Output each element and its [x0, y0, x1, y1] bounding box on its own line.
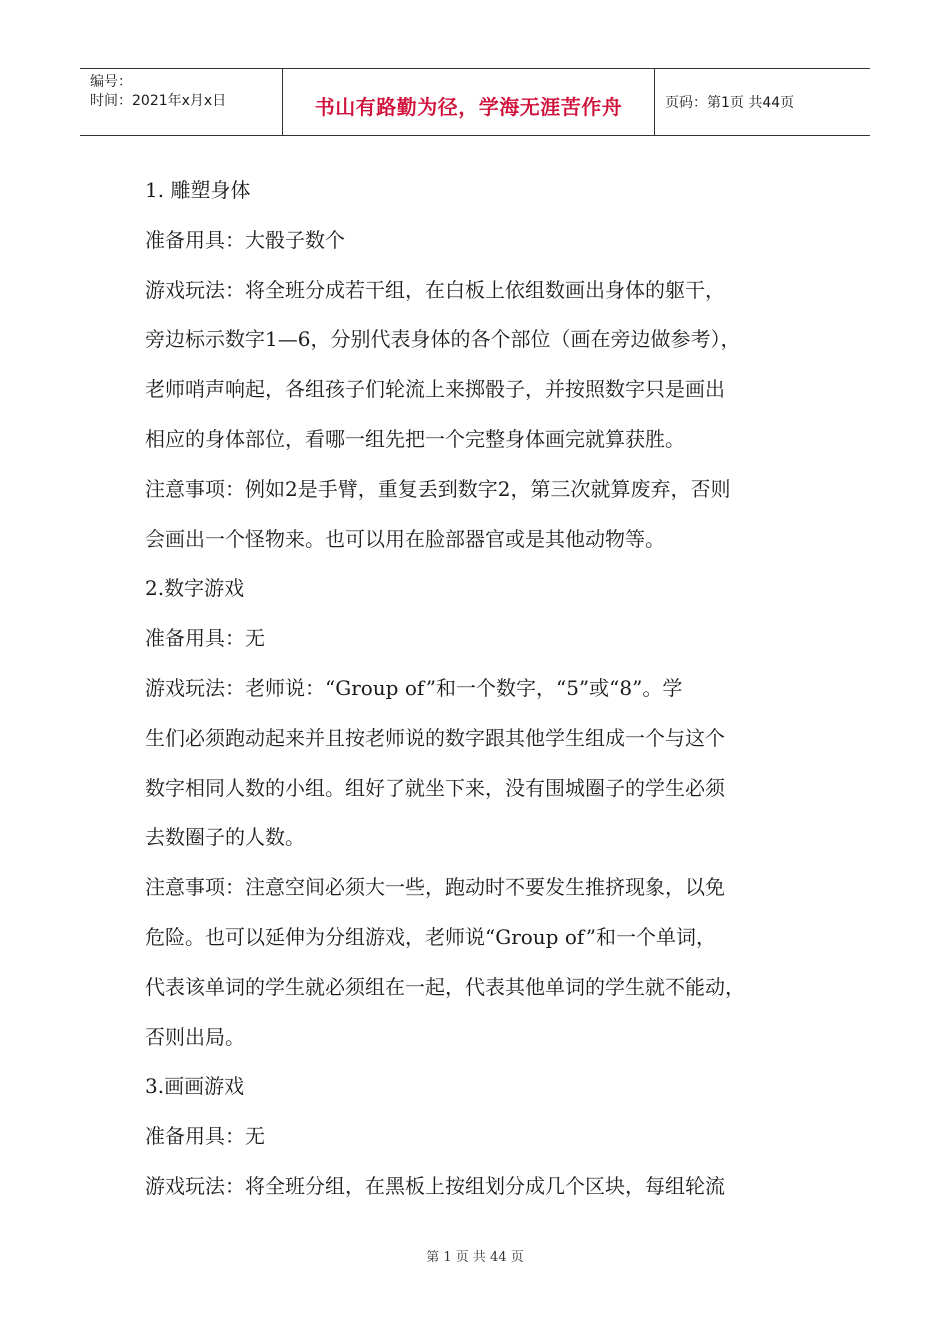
header-page-cell [655, 69, 870, 135]
body-line: 旁边标示数字1—6，分别代表身体的各个部位（画在旁边做参考）， [145, 327, 741, 352]
body-line: 相应的身体部位，看哪一组先把一个完整身体画完就算获胜。 [145, 426, 685, 451]
body-line: 注意事项：注意空间必须大一些，跑动时不要发生推挤现象，以免 [145, 875, 725, 900]
body-line: 游戏玩法：将全班分组，在黑板上按组划分成几个区块，每组轮流 [145, 1173, 725, 1198]
body-line: 准备用具：大骰子数个 [145, 227, 345, 252]
body-line: 游戏玩法：老师说：“Group of”和一个数字，“5”或“8”。学 [145, 675, 683, 700]
body-line: 生们必须跑动起来并且按老师说的数字跟其他学生组成一个与这个 [145, 725, 725, 750]
header-motto-cell [283, 69, 655, 135]
page-header [80, 68, 870, 136]
body-line: 1. 雕塑身体 [145, 178, 251, 202]
body-line: 代表该单词的学生就必须组在一起，代表其他单词的学生就不能动， [145, 974, 745, 999]
body-line: 数字相同人数的小组。组好了就坐下来，没有围城圈子的学生必须 [145, 775, 725, 800]
body-line: 老师哨声响起，各组孩子们轮流上来掷骰子，并按照数字只是画出 [145, 377, 725, 402]
body-line: 准备用具：无 [145, 1124, 265, 1149]
body-line: 准备用具：无 [145, 626, 265, 651]
body-line: 否则出局。 [145, 1024, 245, 1049]
document-number-label: 编号： [90, 74, 132, 90]
body-line: 会画出一个怪物来。也可以用在脸部器官或是其他动物等。 [145, 526, 665, 551]
body-line: 注意事项：例如2是手臂，重复丢到数字2，第三次就算废弃，否则 [145, 476, 731, 501]
document-date-label: 时间：2021年x月x日 [90, 93, 227, 109]
document-body [145, 166, 825, 1212]
body-line: 2.数字游戏 [145, 576, 245, 601]
header-motto: 书山有路勤为径，学海无涯苦作舟 [314, 94, 623, 119]
body-line: 去数圈子的人数。 [145, 825, 305, 850]
footer-page-number: 第 1 页 共 44 页 [426, 1250, 524, 1265]
body-line: 危险。也可以延伸为分组游戏，老师说“Group of”和一个单词， [145, 924, 716, 949]
page-footer [0, 1246, 950, 1265]
body-line: 游戏玩法：将全班分成若干组，在白板上依组数画出身体的躯干， [145, 277, 725, 302]
header-page-info: 页码：第1页 共44页 [665, 95, 795, 111]
header-meta-cell [80, 69, 283, 135]
body-line: 3.画画游戏 [145, 1074, 245, 1099]
